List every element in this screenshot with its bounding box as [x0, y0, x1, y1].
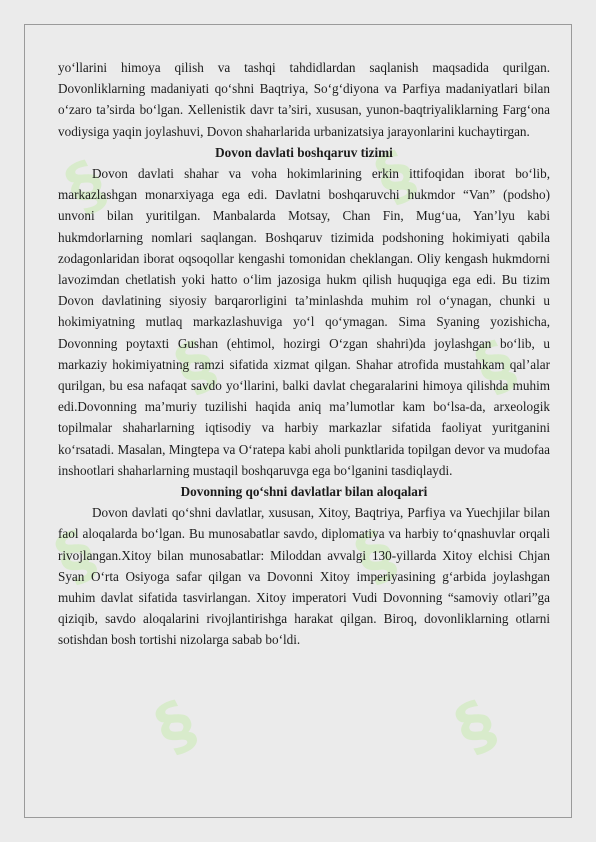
section-heading: Dovonning qo‘shni davlatlar bilan aloqalari — [180, 484, 428, 500]
paragraph: yo‘llarini himoya qilish va tashqi tahdidlardan saqlanish maqsadida qurilgan. Dovonliklarning madaniyati qo‘shni Baqtriya, So‘g‘diyona va Parfiya madaniyatlari bilan o‘zaro ta’sirda bo‘lgan. Xellenistik davr ta’siri, xususan, yunon-baqtriyaliklarning Farg‘ona vodiysiga yaqin joylashuvi, Dovon shaharlarida urbanizatsiya jarayonlarini kuchaytirgan. — [58, 60, 550, 139]
watermark-logo: § — [44, 516, 108, 598]
watermark-logo: § — [444, 686, 508, 768]
paragraph: Dovon davlati shahar va voha hokimlarining erkin ittifoqidan iborat bo‘lib, markazlashgan monarxiyaga ega edi. Davlatni boshqaruvchi hukmdor “Van” (podsho) unvoni bilan yuritilgan. Manbalarda Motsay, Chan Fin, Mug‘ua, Yan’lyu kabi hukmdorlarning nomlari saqlangan. Boshqaruv tizimida podshoning hokimiyati qabila zodagonlaridan iborat oqsoqollar kengashi tomonidan cheklangan. Oliy kengash hukmdorni lavozimdan chetlatish yoki hatto o‘lim jazosiga hukm qilish huquqiga ega edi. Bu tizim Dovon davlatining siyosiy barqarorligini ta’minlashda muhim rol o‘ynagan, chunki u hokimiyatning mutlaq markazlashuviga yo‘l qo‘ymagan. Sima Syaning yozishicha, Dovonning poytaxti Gushan (ehtimol, hozirgi O‘zgan shahri)da joylashgan bo‘lib, u markaziy hokimiyatning ramzi sifatida xizmat qilgan. Shahar atrofida mustahkam qal’alar qurilgan, bu esa nafaqat savdo yo‘llarini, balki davlat chegaralarini himoya qilishda muhim edi.Dovonning ma’muriy tuzilishi haqida aniq ma’lumotlar kam bo‘lsa-da, arxeologik topilmalar shaharlarning iqtisodiy va harbiy markazlar sifatida faoliyat yuritganini ko‘rsatadi. Masalan, Mingtepa va O‘ratepa kabi aholi punktlarida topilgan devor va mudofaa inshootlari shaharlarning mustaqil boshqaruvga ega bo‘lganini tasdiqlaydi. — [58, 166, 550, 478]
paragraph: Dovon davlati qo‘shni davlatlar, xususan, Xitoy, Baqtriya, Parfiya va Yuechjilar bilan faol aloqalarda bo‘lgan. Bu munosabatlar savdo, diplomatiya va harbiy to‘qnashuvlar orqali rivojlangan.Xitoy bilan munosabatlar: Miloddan avvalgi 130-yillarda Xitoy elchisi Chjan Syan O‘rta Osiyoga safar qilgan va Dovonni Xitoy imperiyasining g‘arbida joylashgan muhim davlat sifatida tasvirlangan. Xitoy imperatori Vudi Dovonning “samoviy otlari”ga qiziqib, savdo aloqalarini rivojlantirishga harakat qilgan. Biroq, dovonliklarning otlarni sotishdan bosh tortishi nizolarga sabab bo‘ldi. — [58, 505, 550, 648]
watermark-logo: § — [344, 516, 408, 598]
watermark-logo: § — [364, 136, 428, 218]
document-body — [58, 57, 550, 651]
watermark-logo: § — [164, 326, 228, 408]
section-heading: Dovon davlati boshqaruv tizimi — [215, 144, 393, 160]
watermark-logo: § — [54, 146, 118, 228]
watermark-logo: § — [144, 686, 208, 768]
watermark-logo: § — [464, 326, 528, 408]
